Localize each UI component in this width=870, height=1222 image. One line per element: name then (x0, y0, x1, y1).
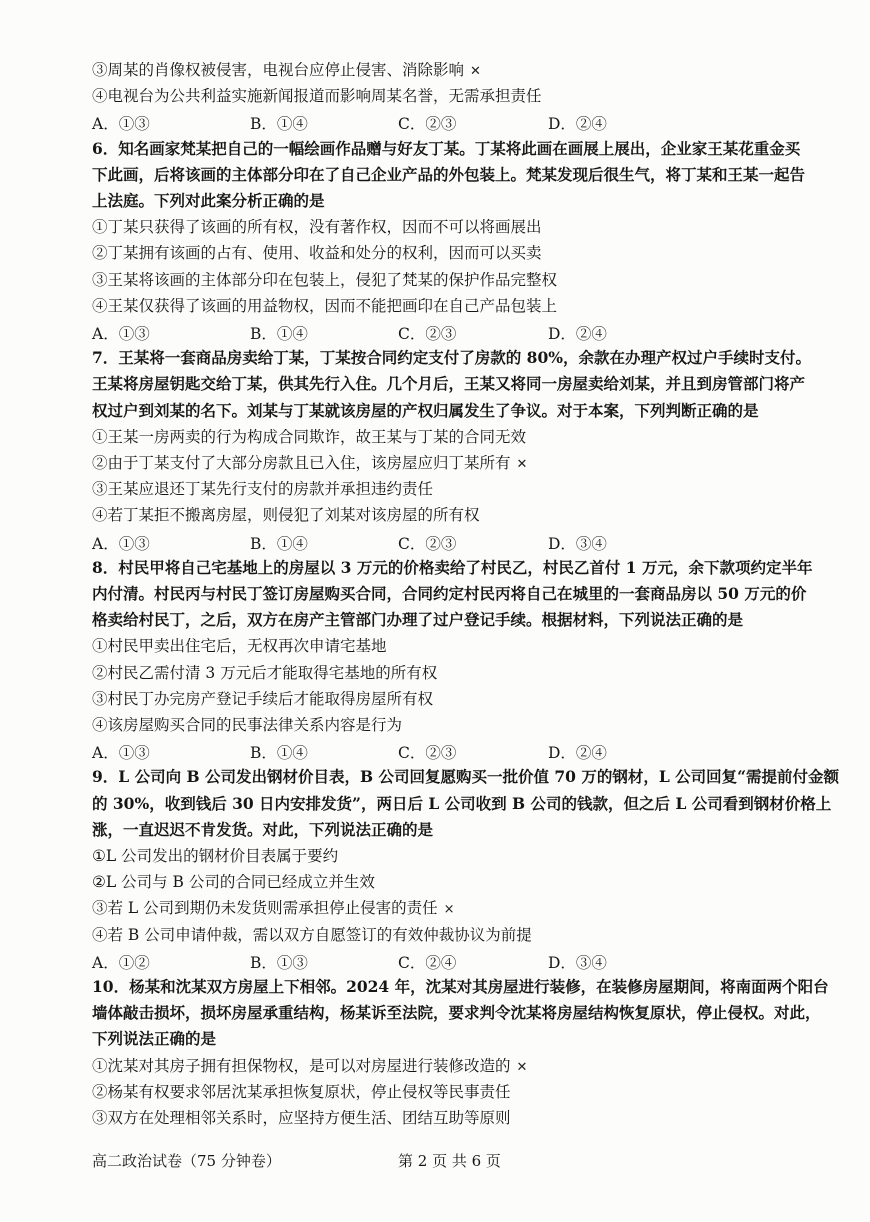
question-stem-text: 格卖给村民丁，之后，双方在房产主管部门办理了过户登记手续。根据材料，下列说法正确的是 (92, 610, 744, 630)
answer-option: D．②④ (548, 115, 607, 134)
statement-line-text: ③周某的肖像权被侵害，电视台应停止侵害、消除影响 (92, 61, 465, 79)
answer-option: D．②④ (548, 325, 607, 343)
question-stem-text: 8．村民甲将自己宅基地上的房屋以 3 万元的价格卖给了村民乙，村民乙首付 1 万元，余下款项约定半年 (92, 557, 813, 577)
answer-option: C．②③ (398, 534, 457, 553)
statement-line-text: ③王某将该画的主体部分印在包装上，侵犯了梵某的保护作品完整权 (92, 270, 558, 289)
handwritten-cross-mark: ✕ (516, 457, 528, 472)
statement-line (92, 872, 810, 892)
question-stem (92, 401, 810, 421)
question-stem (92, 1029, 810, 1049)
statement-line-text: ①丁某只获得了该画的所有权，没有著作权，因而不可以将画展出 (92, 218, 542, 237)
statement-line-text: ①村民甲卖出住宅后，无权再次申请宅基地 (92, 637, 387, 656)
question-stem-text: 王某将房屋钥匙交给丁某，供其先行入住。几个月后，王某又将同一房屋卖给刘某，并且到房管部门将产 (92, 374, 806, 394)
question-stem (92, 584, 810, 604)
question-stem-text: 9．L 公司向 B 公司发出钢材价目表，B 公司回复愿购买一批价值 70 万的钢材，L 公司回复“需提前付金额 (92, 767, 840, 787)
statement-line (92, 898, 810, 920)
statement-line (92, 296, 810, 316)
question-stem-text: 6．知名画家梵某把自己的一幅绘画作品赠与好友丁某。丁某将此画在画展上展出，企业家王某花重金买 (92, 138, 801, 158)
question-stem (92, 191, 810, 211)
statement-line-text: ③若 L 公司到期仍未发货则需承担停止侵害的责任 (92, 899, 438, 918)
statement-line (92, 427, 810, 447)
statement-line (92, 1082, 810, 1102)
question-stem (92, 977, 829, 997)
statement-line (92, 689, 810, 709)
statement-line-text: ①沈某对其房子拥有担保物权，是可以对房屋进行装修改造的 (92, 1056, 511, 1075)
statement-line (92, 270, 810, 290)
answer-option: C．②③ (398, 744, 457, 763)
answer-option: A．①③ (92, 115, 150, 134)
question-stem (92, 767, 840, 787)
question-stem (92, 139, 810, 159)
statement-line (92, 453, 810, 475)
statement-line (92, 479, 810, 499)
statement-line (92, 60, 810, 82)
handwritten-cross-mark: × (443, 902, 455, 918)
question-stem (92, 557, 813, 578)
statement-line-text: ③双方在处理相邻关系时，应坚持方便生活、团结互助等原则 (92, 1109, 511, 1127)
question-stem (92, 820, 810, 840)
answer-option: B．①③ (250, 953, 308, 972)
answer-option: D．②④ (548, 744, 607, 763)
question-stem-text: 7．王某将一套商品房卖给丁某，丁某按合同约定支付了房款的 80%，余款在办理产权过户手续时支付。 (92, 348, 811, 368)
question-stem (92, 374, 810, 394)
statement-line (92, 1108, 810, 1128)
question-stem (92, 1003, 821, 1023)
question-stem-text: 权过户到刘某的名下。刘某与丁某就该房屋的产权归属发生了争议。对于本案，下列判断正确的是 (92, 400, 759, 420)
question-stem (92, 165, 810, 185)
statement-line (92, 715, 810, 735)
statement-line-text: ②丁某拥有该画的占有、使用、收益和处分的权利，因而可以买卖 (92, 244, 542, 263)
statement-line-text: ①L 公司发出的钢材价目表属于要约 (92, 847, 339, 865)
footer-page-number: 第 2 页 共 6 页 (398, 1152, 501, 1170)
statement-line-text: ④王某仅获得了该画的用益物权，因而不能把画印在自己产品包装上 (92, 296, 558, 315)
statement-line (92, 505, 810, 525)
statement-line (92, 663, 810, 683)
question-stem-text: 涨，一直迟迟不肯发货。对此，下列说法正确的是 (92, 819, 434, 839)
statement-line-text: ④若丁某拒不搬离房屋，则侵犯了刘某对该房屋的所有权 (92, 506, 480, 525)
handwritten-cross-mark: ✕ (470, 64, 481, 79)
statement-line-text: ③王某应退还丁某先行支付的房款并承担违约责任 (92, 480, 434, 499)
question-stem-text: 10．杨某和沈某双方房屋上下相邻。2024 年，沈某对其房屋进行装修，在装修房屋期间，将南面两个阳台 (92, 977, 829, 996)
handwritten-cross-mark: ✕ (516, 1059, 528, 1075)
answer-option: A．①③ (92, 325, 150, 343)
answer-option: D．③④ (548, 534, 607, 553)
answer-option: A．①② (92, 953, 150, 972)
question-stem-text: 下此画，后将该画的主体部分印在了自己企业产品的外包装上。梵某发现后很生气，将丁某和王某一起告 (92, 164, 806, 184)
statement-line-text: ②杨某有权要求邻居沈某承担恢复原状，停止侵权等民事责任 (92, 1082, 511, 1101)
statement-line-text: ②L 公司与 B 公司的合同已经成立并生效 (92, 873, 375, 892)
statement-line (92, 1056, 810, 1078)
question-stem (92, 793, 832, 814)
answer-option: A．①③ (92, 534, 150, 553)
statement-line-text: ③村民丁办完房产登记手续后才能取得房屋所有权 (92, 689, 434, 708)
statement-line (92, 86, 810, 106)
answer-option: B．①④ (250, 744, 308, 763)
question-stem-text: 墙体敲击损坏，损坏房屋承重结构，杨某诉至法院，要求判令沈某将房屋结构恢复原状，停止侵权。对此， (92, 1003, 821, 1023)
statement-line-text: ①王某一房两卖的行为构成合同欺诈，故王某与丁某的合同无效 (92, 427, 527, 446)
answer-option: C．②③ (398, 325, 457, 343)
question-stem (92, 348, 810, 368)
statement-line (92, 925, 810, 945)
answer-option: A．①③ (92, 744, 150, 763)
answer-option: C．②④ (398, 953, 457, 972)
statement-line (92, 636, 810, 656)
statement-line-text: ④该房屋购买合同的民事法律关系内容是行为 (92, 716, 403, 734)
answer-option: B．①④ (250, 534, 308, 553)
answer-option: C．②③ (398, 115, 457, 134)
statement-line-text: ④若 B 公司申请仲裁，需以双方自愿签订的有效仲裁协议为前提 (92, 925, 532, 944)
statement-line (92, 217, 810, 237)
answer-option: D．③④ (548, 953, 607, 972)
footer-exam-title: 高二政治试卷（75 分钟卷） (92, 1152, 281, 1170)
question-stem (92, 610, 810, 630)
statement-line-text: ②村民乙需付清 3 万元后才能取得宅基地的所有权 (92, 663, 438, 682)
answer-option: B．①④ (250, 325, 308, 343)
question-stem-text: 上法庭。下列对此案分析正确的是 (92, 191, 325, 210)
answer-option: B．①④ (250, 115, 308, 134)
statement-line-text: ②由于丁某支付了大部分房款且已入住，该房屋应归丁某所有 (92, 454, 511, 472)
question-stem-text: 的 30%，收到钱后 30 日内安排发货”，两日后 L 公司收到 B 公司的钱款，但之后 L 公司看到钢材价格上 (92, 793, 832, 813)
question-stem-text: 内付清。村民丙与村民丁签订房屋购买合同，合同约定村民丙将自己在城里的一套商品房以 50 万元的价 (92, 584, 807, 603)
statement-line (92, 243, 810, 263)
statement-line (92, 846, 810, 866)
question-stem-text: 下列说法正确的是 (92, 1029, 217, 1049)
statement-line-text: ④电视台为公共利益实施新闻报道而影响周某名誉，无需承担责任 (92, 87, 542, 106)
